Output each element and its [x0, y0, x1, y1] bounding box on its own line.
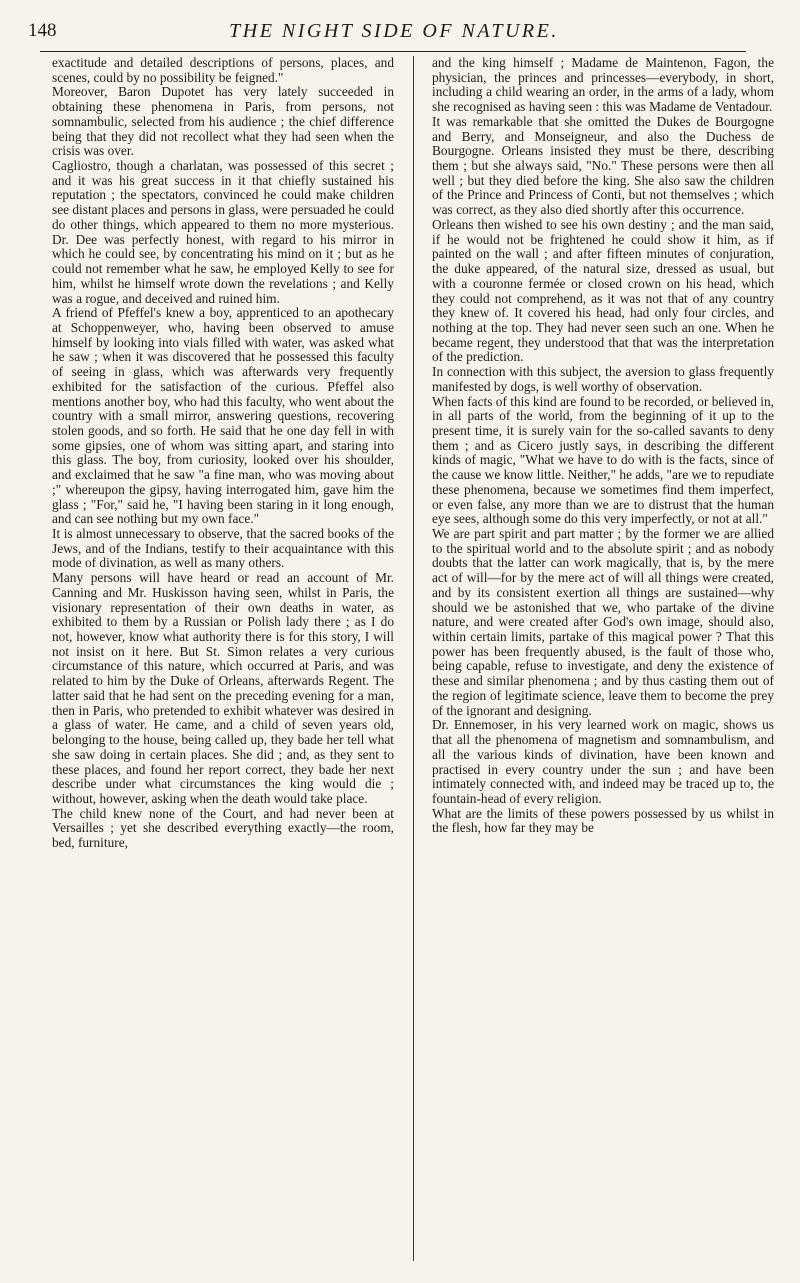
left-column	[52, 56, 394, 851]
right-column	[432, 56, 774, 836]
page-number: 148	[28, 20, 57, 41]
paragraph: exactitude and detailed descriptions of persons, places, and scenes, could by no possibility be feigned."	[52, 55, 394, 85]
paragraph: A friend of Pfeffel's knew a boy, apprenticed to an apothecary at Schoppenweyer, who, having been observed to amuse himself by looking into vials filled with water, was asked what he saw ; when it was discovered that he possessed this faculty of seeing in glass, which was afterwards very frequently exhibited for the satisfaction of the curious. Pfeffel also mentions another boy, who had this faculty, who went about the country with a small mirror, answering questions, recovering stolen goods, and so forth. He said that he one day fell in with some gipsies, one of whom was sitting apart, and staring into this glass. The boy, from curiosity, looked over his shoulder, and exclaimed that he saw "a fine man, who was moving about ;" whereupon the gipsy, having interrogated him, gave him the glass ; "For," said he, "I having been staring in it long enough, and can see nothing but my own face."	[52, 305, 394, 527]
running-title: THE NIGHT SIDE OF NATURE.	[229, 20, 559, 42]
text-columns	[52, 55, 774, 1268]
paragraph: In connection with this subject, the aversion to glass frequently manifested by dogs, is well worthy of observation.	[432, 364, 774, 394]
paragraph: Orleans then wished to see his own destiny ; and the man said, if he would not be frightened he could show it him, as if painted on the wall ; and after fifteen minutes of conjuration, the duke appeared, of the natural size, dressed as usual, but with a couronne fermée or closed crown on his head, which they could not comprehend, as it was not that of any country they knew of. It covered his head, had only four circles, and nothing at the top. They had never seen such an one. When he became regent, they understood that that was the interpretation of the prediction.	[432, 216, 774, 365]
paragraph: Cagliostro, though a charlatan, was possessed of this secret ; and it was his great success in it that chiefly sustained his reputation ; the spectators, convinced he could make children see distant places and persons in glass, were persuaded he could do other things, which appeared to them no more mysterious. Dr. Dee was perfectly honest, with regard to his mirror in which he could see, by concentrating his mind on it ; but as he could not remember what he saw, he employed Kelly to see for him, whilst he himself wrote down the revelations ; and Kelly was a rogue, and deceived and ruined him.	[52, 158, 395, 306]
page-header	[12, 14, 776, 46]
header-rule	[40, 51, 746, 52]
paragraph: It was remarkable that she omitted the Dukes de Bourgogne and Berry, and Monseigneur, and also the Duchess de Bourgogne. Orleans insisted they must be there, describing them ; but she always said, "No." These persons were then all well ; but they died before the king. She also saw the children of the Prince and Princess of Conti, but not themselves ; which was correct, as they also died shortly after this occurrence.	[432, 113, 774, 218]
paragraph: We are part spirit and part matter ; by the former we are allied to the spiritual world and to the absolute spirit ; and as nobody doubts that the latter can work magically, that is, by the mere act of will—for by the mere act of will all things were created, and by its consistent exertion all things are sustained—why should we be astonished that we, who partake of the divine nature, and were created after God's own image, should also, within certain limits, partake of this magical power ? That this power has been frequently abused, is the fault of those who, being capable, refuse to investigate, and deny the existence of these and similar phenomena ; and by thus casting them out of the region of legitimate science, leave them to become the prey of the ignorant and designing.	[432, 526, 774, 718]
paragraph: The child knew none of the Court, and had never been at Versailles ; yet she described everything exactly—the room, bed, furniture,	[52, 805, 394, 851]
paragraph: It is almost unnecessary to observe, that the sacred books of the Jews, and of the Indians, testify to their acquaintance with this mode of divination, as well as many others.	[52, 526, 394, 571]
column-divider	[413, 56, 414, 1261]
paragraph: Moreover, Baron Dupotet has very lately succeeded in obtaining these phenomena in Paris, from persons, not somnambulic, selected from his audience ; the chief difference being that they did not recollect what they had seen when the crisis was over.	[52, 84, 394, 159]
paragraph: Dr. Ennemoser, in his very learned work on magic, shows us that all the phenomena of magnetism and somnambulism, and all the various kinds of divination, have been known and practised in every country under the sun ; and have been intimately connected with, and indeed may be traced up to, the fountain-head of every religion.	[432, 717, 774, 806]
paragraph: When facts of this kind are found to be recorded, or believed in, in all parts of the world, from the beginning of it up to the present time, it is surely vain for the so-called savants to deny them ; and as Cicero justly says, in describing the different kinds of magic, "What we have to do with is the facts, since of the cause we know little. Neither," he adds, "are we to repudiate these phenomena, because we sometimes find them imperfect, or even false, any more than we are to distrust that the human eye sees, although some do this very imperfectly, or not at all."	[432, 393, 774, 527]
paragraph: and the king himself ; Madame de Maintenon, Fagon, the physician, the princes and princesses—everybody, in short, including a child wearing an order, in the arms of a lady, whom she recognised as having seen : this was Madame de Ventadour.	[432, 55, 774, 115]
paragraph: Many persons will have heard or read an account of Mr. Canning and Mr. Huskisson having seen, whilst in Paris, the visionary representation of their own deaths in water, as exhibited to them by a Russian or Polish lady there ; as I do not, however, know what authority there is for this story, I will not insist on it here. But St. Simon relates a very curious circumstance of this nature, which occurred at Paris, and was related to him by the Duke of Orleans, afterwards Regent. The latter said that he had sent on the preceding evening for a man, then in Paris, who pretended to exhibit whatever was desired in a glass of water. He came, and a child of seven years old, belonging to the house, being called up, they bade her tell what she saw doing in certain places. She did ; and, as they sent to these places, and found her report correct, they bade her next describe under what circumstances the king would die ; without, however, asking when the death would take place.	[52, 570, 394, 806]
paragraph: What are the limits of these powers possessed by us whilst in the flesh, how far they may be	[432, 805, 774, 836]
